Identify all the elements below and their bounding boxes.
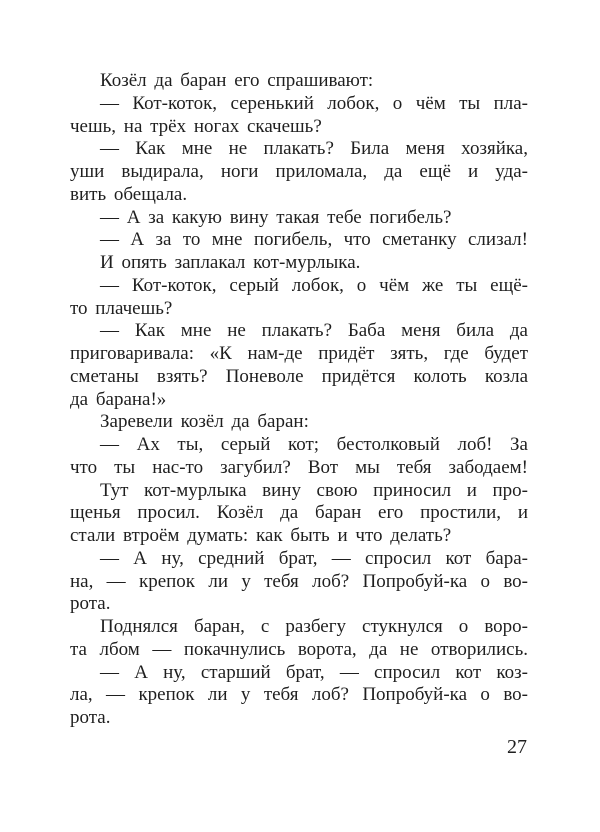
text-line: на, — крепок ли у тебя лоб? Попробуй-ка о во- xyxy=(70,570,528,592)
paragraph xyxy=(70,138,528,206)
text-line: — Кот-коток, серый лобок, о чём же ты ещё- xyxy=(100,274,528,296)
paragraph xyxy=(70,252,528,275)
text-line: — Как мне не плакать? Баба меня била да xyxy=(100,320,528,342)
text-line: то плачешь? xyxy=(70,297,173,319)
text-line: да барана!» xyxy=(70,388,167,410)
text-line: — А ну, средний брат, — спросил кот бара- xyxy=(100,547,528,569)
text-line: — А за какую вину такая тебе погибель? xyxy=(100,206,452,228)
text-line: ла, — крепок ли у тебя лоб? Попробуй-ка о во- xyxy=(70,684,528,706)
text-line: — А за то мне погибель, что сметанку слизал! xyxy=(100,229,528,251)
text-line: — Кот-коток, серенький лобок, о чём ты пла- xyxy=(100,92,528,114)
story-text xyxy=(70,70,528,730)
text-line: та лбом — покачнулись ворота, да не отворились. xyxy=(70,638,528,660)
text-line: щенья просил. Козёл да баран его простили, и xyxy=(70,502,528,524)
text-line: Тут кот-мурлыка вину свою приносил и про- xyxy=(100,479,528,501)
paragraph xyxy=(70,93,528,139)
text-line: Заревели козёл да баран: xyxy=(100,411,309,433)
paragraph xyxy=(70,480,528,548)
paragraph xyxy=(70,320,528,411)
paragraph xyxy=(70,70,528,93)
paragraph xyxy=(70,275,528,321)
paragraph xyxy=(70,229,528,252)
text-line: Козёл да баран его спрашивают: xyxy=(100,70,374,91)
paragraph xyxy=(70,616,528,662)
paragraph xyxy=(70,411,528,434)
text-line: приговаривала: «К нам-де придёт зять, где будет xyxy=(70,343,528,364)
text-line: Поднялся баран, с разбегу стукнулся о воро- xyxy=(100,616,528,637)
text-line: — Как мне не плакать? Била меня хозяйка, xyxy=(100,138,528,160)
text-line: — А ну, старший брат, — спросил кот коз- xyxy=(100,661,528,683)
text-line: И опять заплакал кот-мурлыка. xyxy=(100,252,361,273)
paragraph xyxy=(70,207,528,230)
text-line: стали втроём думать: как быть и что делать? xyxy=(70,525,452,546)
text-line: уши выдирала, ноги приломала, да ещё и уда- xyxy=(70,161,528,182)
paragraph xyxy=(70,662,528,730)
paragraph xyxy=(70,434,528,480)
text-line: чешь, на трёх ногах скачешь? xyxy=(70,115,322,137)
text-line: вить обещала. xyxy=(70,183,188,205)
text-line: сметаны взять? Поневоле придётся колоть козла xyxy=(70,365,528,387)
text-line: — Ах ты, серый кот; бестолковый лоб! За xyxy=(100,434,528,455)
text-line: что ты нас-то загубил? Вот мы тебя забодаем! xyxy=(70,456,528,478)
paragraph xyxy=(70,548,528,616)
page-number: 27 xyxy=(507,736,527,758)
text-line: рота. xyxy=(70,707,111,728)
text-line: рота. xyxy=(70,593,111,615)
